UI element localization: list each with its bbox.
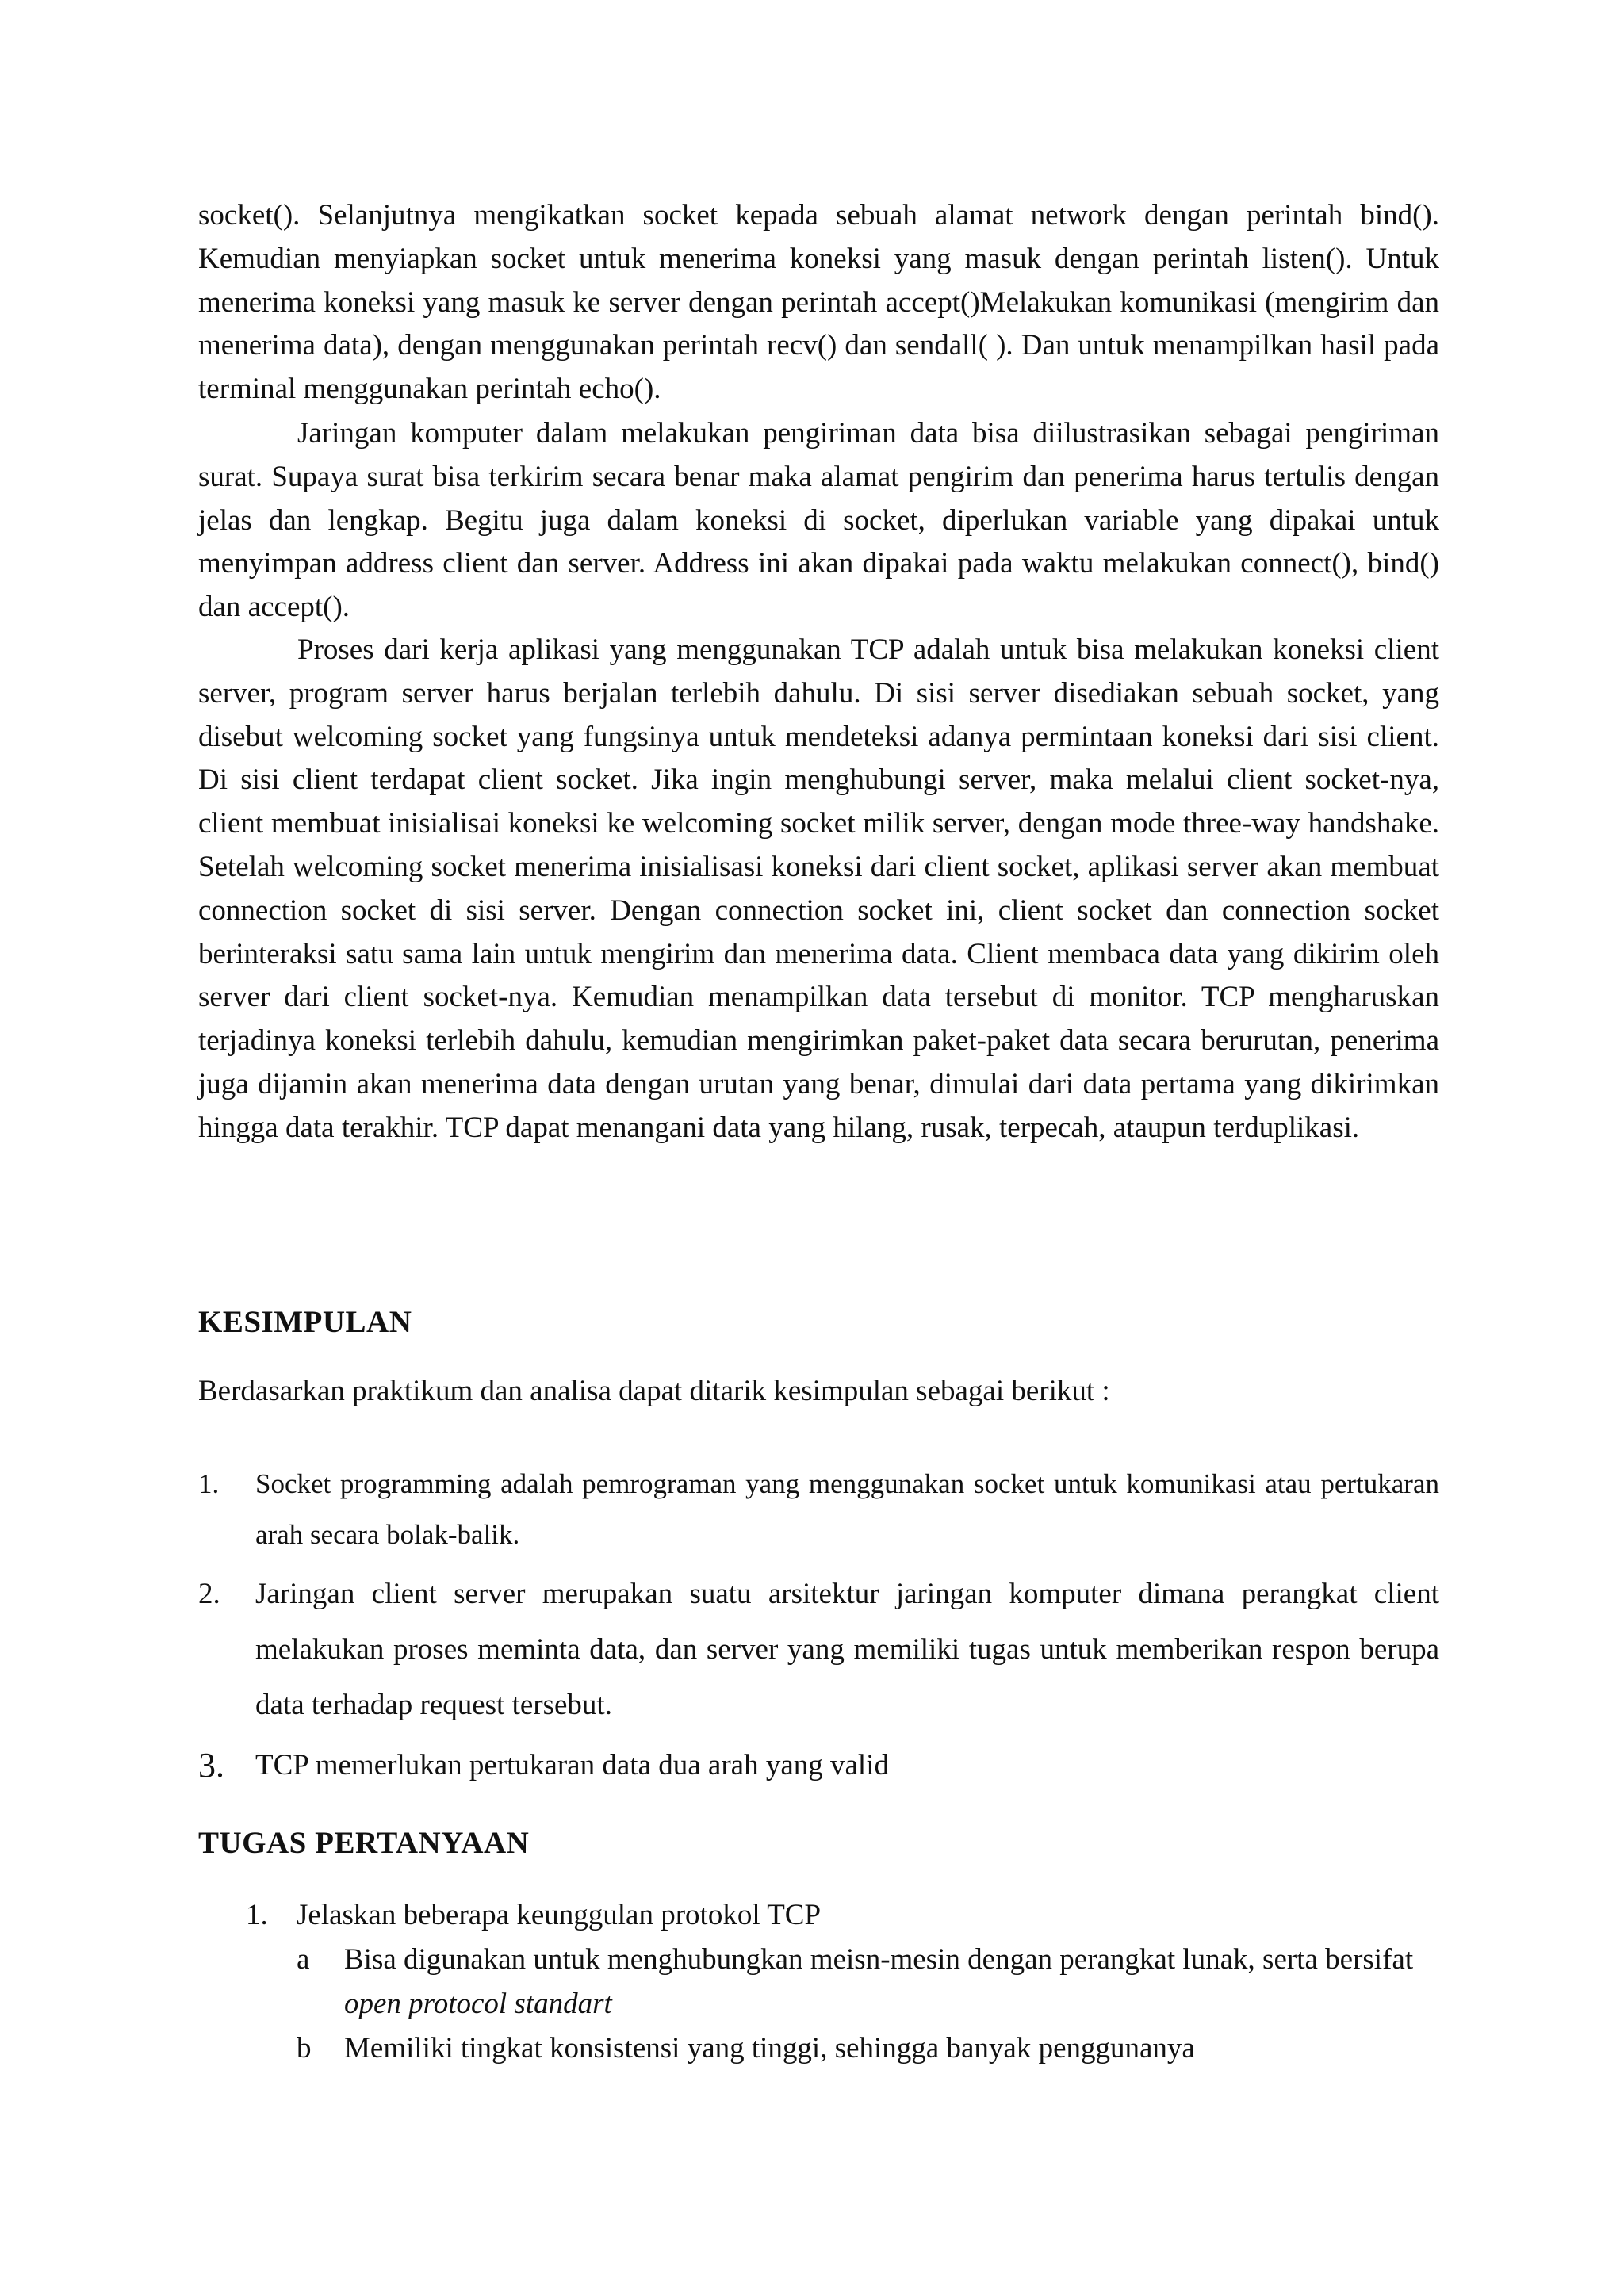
list-item	[198, 1738, 1439, 1793]
question-1	[246, 1893, 1435, 1938]
list-item-text: Socket programming adalah pemrograman yang menggunakan socket untuk komunikasi atau pertukaran arah secara bolak-balik.	[255, 1468, 1439, 1550]
body-paragraph-2	[198, 412, 1439, 629]
list-item	[198, 1459, 1439, 1560]
list-number: 1.	[198, 1468, 220, 1499]
answer-letter: a	[297, 1943, 310, 1976]
list-number: 2.	[198, 1578, 220, 1610]
conclusion-list-item-1	[198, 1459, 1439, 1560]
question-number: 1.	[246, 1899, 268, 1931]
list-item-text: TCP memerlukan pertukaran data dua arah yang valid	[255, 1749, 889, 1781]
list-number: 3.	[198, 1746, 224, 1785]
answer-list	[297, 1938, 1435, 2071]
section-heading-tugas-pertanyaan: TUGAS PERTANYAAN	[198, 1826, 530, 1860]
answer-text: Memiliki tingkat konsistensi yang tinggi, sehingga banyak penggunanya	[344, 2032, 1195, 2064]
question-text: Jelaskan beberapa keunggulan protokol TCP	[297, 1899, 822, 1931]
paragraph-text: Jaringan komputer dalam melakukan pengiriman data bisa diilustrasikan sebagai pengiriman surat. Supaya surat bisa terkirim secara benar maka alamat pengirim dan penerima harus tertulis dengan jelas dan lengkap. Begitu juga dalam koneksi di socket, diperlukan variable yang dipakai untuk menyimpan address client dan server. Address ini akan dipakai pada waktu melakukan connect(), bind() dan accept().	[198, 417, 1439, 624]
answer-letter: b	[297, 2032, 312, 2064]
answer-item-b	[297, 2026, 1435, 2071]
section-heading-kesimpulan: KESIMPULAN	[198, 1305, 412, 1339]
list-item-text: Jaringan client server merupakan suatu arsitektur jaringan komputer dimana perangkat client melakukan proses meminta data, dan server yang memiliki tugas untuk memberikan respon berupa data terhadap request tersebut.	[255, 1578, 1439, 1721]
kesimpulan-intro: Berdasarkan praktikum dan analisa dapat ditarik kesimpulan sebagai berikut :	[198, 1375, 1110, 1407]
list-item	[198, 1567, 1439, 1733]
paragraph-text: socket(). Selanjutnya mengikatkan socket kepada sebuah alamat network dengan perintah bind(). Kemudian menyiapkan socket untuk menerima koneksi yang masuk dengan perintah listen(). Untuk menerima koneksi yang masuk ke server dengan perintah accept()Melakukan komunikasi (mengirim dan menerima data), dengan menggunakan perintah recv() dan sendall( ). Dan untuk menampilkan hasil pada terminal menggunakan perintah echo().	[198, 199, 1439, 406]
conclusion-list-item-3	[198, 1738, 1439, 1793]
body-paragraph-3	[198, 629, 1439, 1150]
answer-italic-term: open protocol standart	[344, 1988, 612, 2020]
question-block	[246, 1893, 1435, 2071]
answer-text: Bisa digunakan untuk menghubungkan meisn-mesin dengan perangkat lunak, serta bersifat	[344, 1943, 1414, 1976]
paragraph-text: Proses dari kerja aplikasi yang menggunakan TCP adalah untuk bisa melakukan koneksi client server, program server harus berjalan terlebih dahulu. Di sisi server disediakan sebuah socket, yang disebut welcoming socket yang fungsinya untuk mendeteksi adanya permintaan koneksi dari sisi client. Di sisi client terdapat client socket. Jika ingin menghubungi server, maka melalui client socket-nya, client membuat inisialisai koneksi ke welcoming socket milik server, dengan mode three-way handshake. Setelah welcoming socket menerima inisialisasi koneksi dari client socket, aplikasi server akan membuat connection socket di sisi server. Dengan connection socket ini, client socket dan connection socket berinteraksi satu sama lain untuk mengirim dan menerima data. Client membaca data yang dikirim oleh server dari client socket-nya. Kemudian menampilkan data tersebut di monitor. TCP mengharuskan terjadinya koneksi terlebih dahulu, kemudian mengirimkan paket-paket data secara berurutan, penerima juga dijamin akan menerima data dengan urutan yang benar, dimulai dari data pertama yang dikirimkan hingga data terakhir. TCP dapat menangani data yang hilang, rusak, terpecah, ataupun terduplikasi.	[198, 633, 1439, 1144]
answer-item-a	[297, 1938, 1435, 2026]
body-paragraph-1	[198, 194, 1439, 411]
conclusion-list-item-2	[198, 1567, 1439, 1733]
